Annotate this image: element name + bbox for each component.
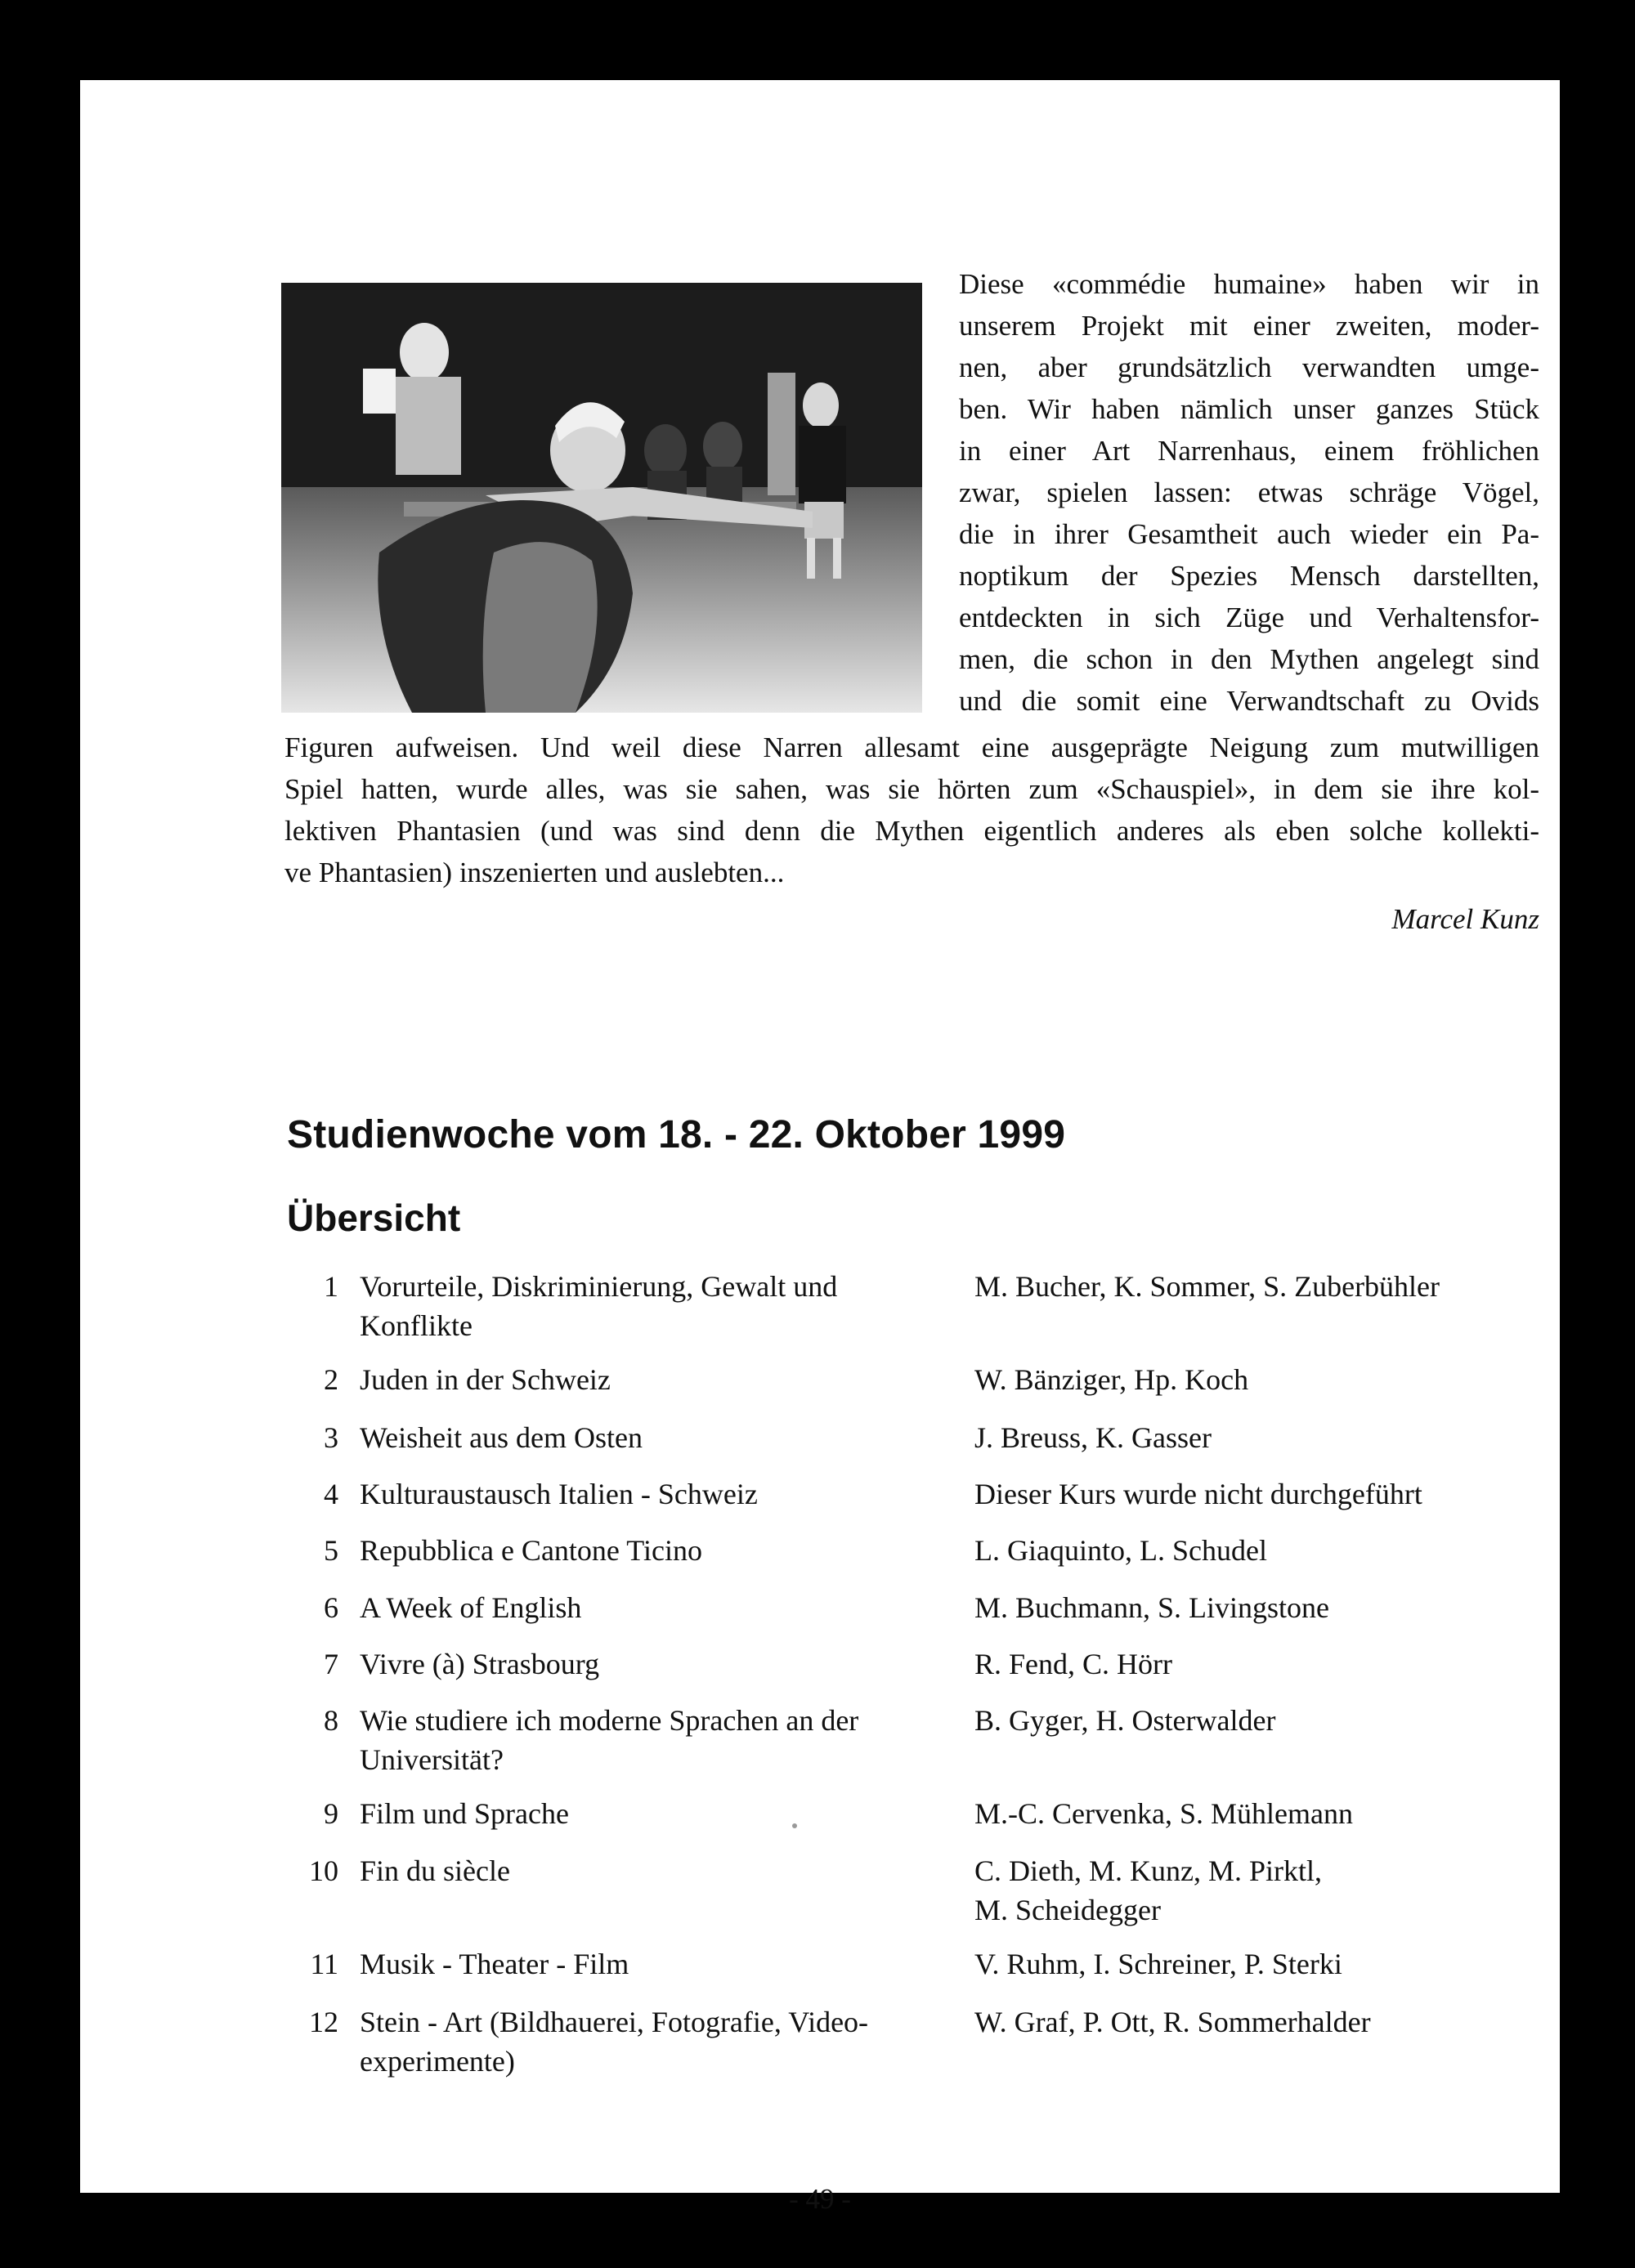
author-signature: Marcel Kunz [1391, 903, 1539, 935]
course-teachers [974, 1418, 1547, 1457]
course-title [360, 1588, 948, 1627]
course-teacher-line: C. Dieth, M. Kunz, M. Pirktl, [974, 1854, 1323, 1887]
text-line: nen, aber grundsätzlich verwandten umge- [959, 351, 1539, 383]
text-line: Figuren aufweisen. Und weil diese Narren allesamt eine ausgeprägte Neigung zum mutwilligen [284, 731, 1539, 763]
course-title [360, 1531, 948, 1570]
course-teacher-line: M. Buchmann, S. Livingstone [974, 1591, 1329, 1624]
course-number: 4 [324, 1478, 338, 1510]
scan-speck [792, 1823, 797, 1828]
course-number: 2 [324, 1363, 338, 1396]
text-line: Spiel hatten, wurde alles, was sie sahen, was sie hörten zum «Schauspiel», in dem sie ihre kol- [284, 773, 1539, 805]
course-title [360, 1474, 948, 1514]
course-title-line: Vorurteile, Diskriminierung, Gewalt und [360, 1270, 838, 1303]
course-number: 1 [324, 1270, 338, 1303]
course-number: 5 [324, 1534, 338, 1567]
text-line: und die somit eine Verwandtschaft zu Ovids [959, 685, 1539, 717]
course-teacher-line: W. Bänziger, Hp. Koch [974, 1363, 1249, 1396]
course-title-line: Vivre (à) Strasbourg [360, 1648, 600, 1680]
course-title [360, 1360, 948, 1399]
course-title-line: Wie studiere ich moderne Sprachen an der [360, 1704, 859, 1737]
text-line: Diese «commédie humaine» haben wir in [959, 268, 1539, 300]
course-title [360, 1418, 948, 1457]
theatre-photo-illustration [281, 283, 922, 713]
document-page [80, 80, 1560, 2215]
text-line: ve Phantasien) inszenierten und auslebten... [284, 857, 785, 888]
course-teacher-line: W. Graf, P. Ott, R. Sommerhalder [974, 2006, 1371, 2038]
course-title-line: Konflikte [360, 1309, 473, 1342]
course-teachers [974, 2002, 1547, 2042]
course-title-line: Weisheit aus dem Osten [360, 1421, 643, 1454]
course-teacher-line: B. Gyger, H. Osterwalder [974, 1704, 1276, 1737]
overview-subheading: Übersicht [287, 1197, 461, 1239]
course-teachers [974, 1267, 1547, 1306]
course-number: 6 [324, 1591, 338, 1624]
course-title-line: Universität? [360, 1743, 504, 1776]
intro-paragraph-full [284, 727, 1539, 893]
course-title-line: A Week of English [360, 1591, 582, 1624]
course-number: 11 [310, 1948, 338, 1980]
course-teacher-line: M. Bucher, K. Sommer, S. Zuberbühler [974, 1270, 1440, 1303]
course-teacher-line: V. Ruhm, I. Schreiner, P. Sterki [974, 1948, 1342, 1980]
section-heading: Studienwoche vom 18. - 22. Oktober 1999 [287, 1113, 1066, 1156]
text-line: lektiven Phantasien (und was sind denn die Mythen eigentlich anderes als eben solche kollekti- [284, 815, 1539, 847]
page-number: - 49 - [789, 2183, 851, 2215]
course-teacher-line: R. Fend, C. Hörr [974, 1648, 1172, 1680]
course-teacher-line: L. Giaquinto, L. Schudel [974, 1534, 1267, 1567]
text-line: ben. Wir haben nämlich unser ganzes Stück [959, 393, 1539, 425]
course-title [360, 1267, 948, 1345]
text-line: in einer Art Narrenhaus, einem fröhlichen [959, 435, 1539, 467]
course-number: 8 [324, 1704, 338, 1737]
course-teachers [974, 1588, 1547, 1627]
course-number: 12 [309, 2006, 338, 2038]
course-teacher-line: M.-C. Cervenka, S. Mühlemann [974, 1797, 1353, 1830]
course-title-line: experimente) [360, 2045, 515, 2078]
text-line: men, die schon in den Mythen angelegt sind [959, 643, 1539, 675]
course-title-line: Stein - Art (Bildhauerei, Fotografie, Video- [360, 2006, 869, 2038]
intro-paragraph-right [959, 263, 1539, 722]
text-line: entdeckten in sich Züge und Verhaltensfor- [959, 602, 1539, 633]
course-title-line: Fin du siècle [360, 1854, 510, 1887]
course-number: 9 [324, 1797, 338, 1830]
course-title-line: Film und Sprache [360, 1797, 569, 1830]
course-title-line: Repubblica e Cantone Ticino [360, 1534, 702, 1567]
course-teacher-line: M. Scheidegger [974, 1894, 1161, 1926]
text-line: zwar, spielen lassen: etwas schräge Vögel, [959, 476, 1539, 508]
course-teachers [974, 1701, 1547, 1740]
course-teachers [974, 1644, 1547, 1684]
text-line: die in ihrer Gesamtheit auch wieder ein Pa- [959, 518, 1539, 550]
course-title-line: Musik - Theater - Film [360, 1948, 629, 1980]
course-title [360, 1794, 948, 1833]
course-number: 10 [309, 1854, 338, 1887]
course-number: 7 [324, 1648, 338, 1680]
course-teachers [974, 1944, 1547, 1984]
course-title [360, 1644, 948, 1684]
course-title-line: Kulturaustausch Italien - Schweiz [360, 1478, 758, 1510]
text-line: noptikum der Spezies Mensch darstellten, [959, 560, 1539, 592]
course-teachers [974, 1474, 1547, 1514]
course-number: 3 [324, 1421, 338, 1454]
course-title [360, 1851, 948, 1890]
course-teacher-line: J. Breuss, K. Gasser [974, 1421, 1212, 1454]
course-title [360, 1701, 948, 1779]
course-teachers [974, 1851, 1547, 1930]
course-teachers [974, 1360, 1547, 1399]
course-teachers [974, 1531, 1547, 1570]
course-title [360, 2002, 948, 2081]
course-title-line: Juden in der Schweiz [360, 1363, 611, 1396]
theatre-photo [281, 283, 922, 713]
course-teachers [974, 1794, 1547, 1833]
course-teacher-line: Dieser Kurs wurde nicht durchgeführt [974, 1478, 1422, 1510]
text-line: unserem Projekt mit einer zweiten, moder- [959, 310, 1539, 342]
course-title [360, 1944, 948, 1984]
